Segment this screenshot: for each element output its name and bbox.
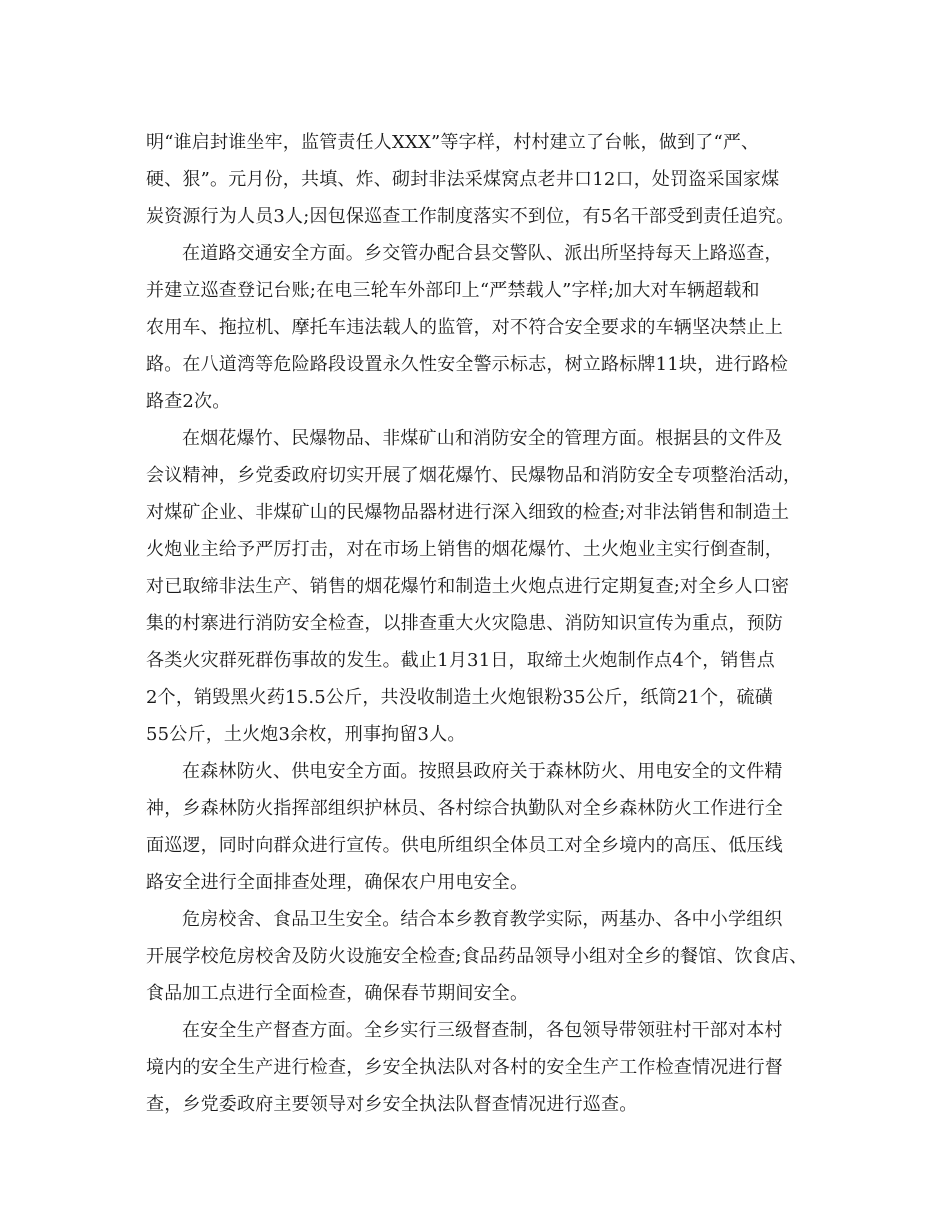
text-line: 面巡逻，同时向群众进行宣传。供电所组织全体员工对全乡境内的高压、低压线	[146, 835, 783, 856]
text-line: 火炮业主给予严厉打击，对在市场上销售的烟花爆竹、土火炮业主实行倒查制，	[146, 539, 783, 560]
text-line: 神，乡森林防火指挥部组织护林员、各村综合执勤队对全乡森林防火工作进行全	[146, 798, 783, 819]
text-line: 开展学校危房校舍及防火设施安全检查;食品药品领导小组对全乡的餐馆、饮食店、	[146, 946, 808, 967]
text-line: 2个，销毁黑火药15.5公斤，共没收制造土火炮银粉35公斤，纸筒21个，硫磺	[146, 687, 773, 708]
text-line: 境内的安全生产进行检查，乡安全执法队对各村的安全生产工作检查情况进行督	[146, 1057, 783, 1078]
paragraph-start-forest-fire: 在森林防火、供电安全方面。按照县政府关于森林防火、用电安全的文件精	[182, 761, 783, 782]
paragraph-start-supervision: 在安全生产督查方面。全乡实行三级督查制，各包领导带领驻村干部对本村	[182, 1020, 783, 1041]
text-line: 明“谁启封谁坐牢，监管责任人XXX”等字样，村村建立了台帐，做到了“严、	[146, 132, 760, 153]
text-line: 路。在八道湾等危险路段设置永久性安全警示标志，树立路标牌11块，进行路检	[146, 354, 789, 375]
text-line: 硬、狠”。元月份，共填、炸、砌封非法采煤窝点老井口12口，处罚盗采国家煤	[146, 169, 780, 190]
text-line: 路安全进行全面排查处理，确保农户用电安全。	[146, 872, 529, 893]
paragraph-start-road-traffic: 在道路交通安全方面。乡交管办配合县交警队、派出所坚持每天上路巡查，	[182, 243, 783, 264]
text-line: 对已取缔非法生产、销售的烟花爆竹和制造土火炮点进行定期复查;对全乡人口密	[146, 576, 790, 597]
text-line: 集的村寨进行消防安全检查，以排查重大火灾隐患、消防知识宣传为重点，预防	[146, 613, 783, 634]
paragraph-start-fireworks: 在烟花爆竹、民爆物品、非煤矿山和消防安全的管理方面。根据县的文件及	[182, 428, 783, 449]
paragraph-start-school-food: 危房校舍、食品卫生安全。结合本乡教育教学实际，两基办、各中小学组织	[182, 909, 783, 930]
text-line: 查，乡党委政府主要领导对乡安全执法队督查情况进行巡查。	[146, 1094, 638, 1115]
text-line: 食品加工点进行全面检查，确保春节期间安全。	[146, 983, 529, 1004]
text-line: 55公斤，土火炮3余枚，刑事拘留3人。	[146, 724, 466, 745]
text-line: 会议精神，乡党委政府切实开展了烟花爆竹、民爆物品和消防安全专项整治活动，	[146, 465, 802, 486]
text-line: 炭资源行为人员3人;因包保巡查工作制度落实不到位，有5名干部受到责任追究。	[146, 206, 795, 227]
text-line: 各类火灾群死群伤事故的发生。截止1月31日，取缔土火炮制作点4个，销售点	[146, 650, 776, 671]
text-line: 并建立巡查登记台账;在电三轮车外部印上“严禁载人”字样;加大对车辆超载和	[146, 280, 760, 301]
text-line: 农用车、拖拉机、摩托车违法载人的监管，对不符合安全要求的车辆坚决禁止上	[146, 317, 783, 338]
text-line: 对煤矿企业、非煤矿山的民爆物品器材进行深入细致的检查;对非法销售和制造土	[146, 502, 790, 523]
text-line: 路查2次。	[146, 391, 231, 412]
